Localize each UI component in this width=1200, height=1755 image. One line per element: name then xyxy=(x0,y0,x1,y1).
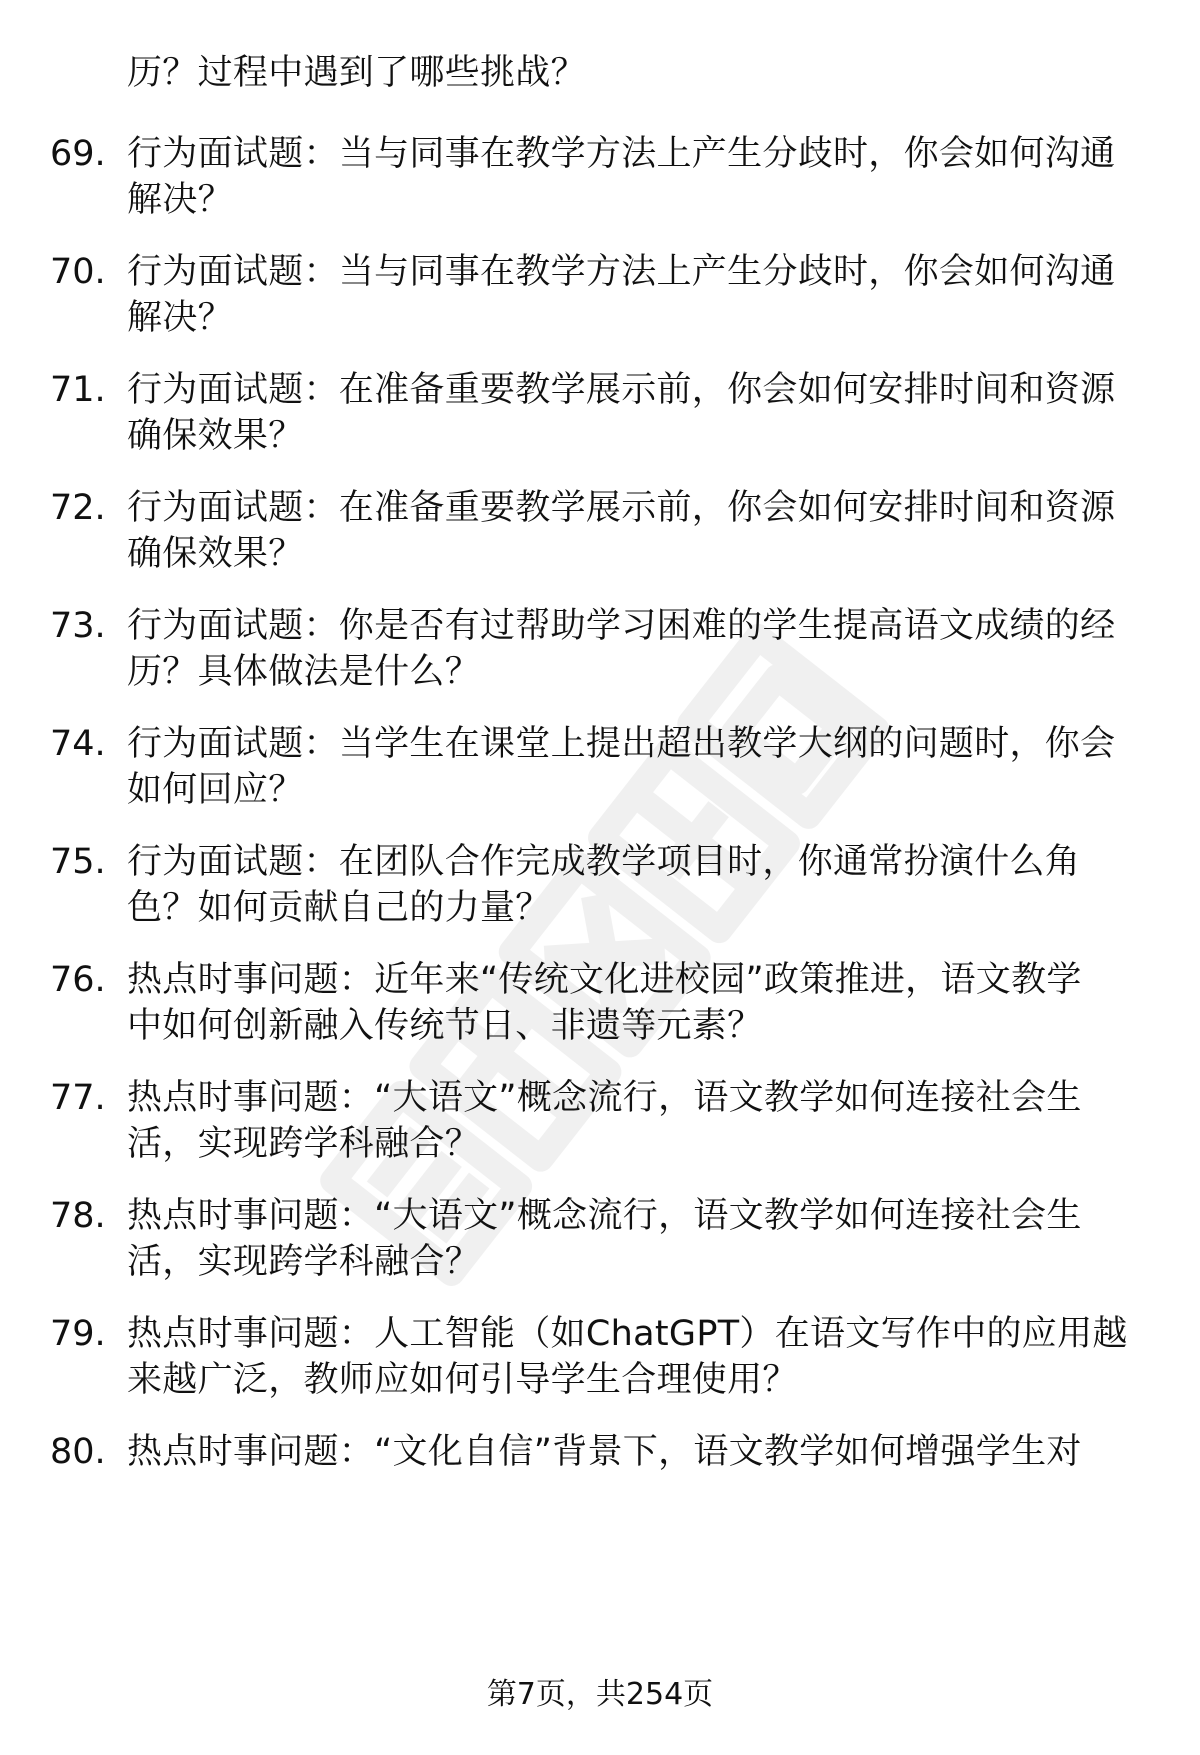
item-text-line-2: 活，实现跨学科融合？ xyxy=(127,1124,481,1164)
item-number: 76. xyxy=(50,960,106,1000)
item-text-line-1: 行为面试题：在准备重要教学展示前，你会如何安排时间和资源 xyxy=(127,488,1116,528)
item-text-line-2: 解决？ xyxy=(127,298,233,338)
continued-question-text: 历？过程中遇到了哪些挑战？ xyxy=(127,53,586,93)
item-number: 73. xyxy=(50,606,106,646)
item-text-line-1: 行为面试题：当学生在课堂上提出超出教学大纲的问题时，你会 xyxy=(127,724,1116,764)
item-text-line-2: 色？如何贡献自己的力量？ xyxy=(127,888,551,928)
item-number: 72. xyxy=(50,488,106,528)
item-text-line-2: 确保效果？ xyxy=(127,534,304,574)
list-item xyxy=(0,956,1200,1066)
item-text-line-1: 热点时事问题：“大语文”概念流行，语文教学如何连接社会生 xyxy=(127,1078,1082,1118)
item-text-line-2: 历？具体做法是什么？ xyxy=(127,652,481,692)
list-item xyxy=(0,1428,1200,1538)
item-number: 70. xyxy=(50,252,106,292)
item-text-line-2: 中如何创新融入传统节日、非遗等元素？ xyxy=(127,1006,763,1046)
item-text-line-1: 行为面试题：在准备重要教学展示前，你会如何安排时间和资源 xyxy=(127,370,1116,410)
item-text-line-1: 行为面试题：在团队合作完成教学项目时，你通常扮演什么角 xyxy=(127,842,1081,882)
item-number: 78. xyxy=(50,1196,106,1236)
item-text-line-2: 解决？ xyxy=(127,180,233,220)
item-number: 71. xyxy=(50,370,106,410)
item-text-line-1: 行为面试题：当与同事在教学方法上产生分歧时，你会如何沟通 xyxy=(127,134,1116,174)
list-item xyxy=(0,602,1200,712)
item-text-line-1: 行为面试题：你是否有过帮助学习困难的学生提高语文成绩的经 xyxy=(127,606,1116,646)
list-item xyxy=(0,720,1200,830)
list-item xyxy=(0,130,1200,240)
item-number: 80. xyxy=(50,1432,106,1472)
item-text-line-1: 行为面试题：当与同事在教学方法上产生分歧时，你会如何沟通 xyxy=(127,252,1116,292)
list-item xyxy=(0,1310,1200,1420)
item-text-line-2: 来越广泛，教师应如何引导学生合理使用？ xyxy=(127,1360,798,1400)
page-footer: 第7页，共254页 xyxy=(486,1677,714,1712)
item-text-line-1: 热点时事问题：近年来“传统文化进校园”政策推进，语文教学 xyxy=(127,960,1082,1000)
list-item xyxy=(0,1192,1200,1302)
item-text-line-1: 热点时事问题：“大语文”概念流行，语文教学如何连接社会生 xyxy=(127,1196,1082,1236)
item-number: 75. xyxy=(50,842,106,882)
item-text-line-2: 活，实现跨学科融合？ xyxy=(127,1242,481,1282)
list-item xyxy=(0,484,1200,594)
list-item xyxy=(0,838,1200,948)
list-item xyxy=(0,248,1200,358)
item-number: 79. xyxy=(50,1314,106,1354)
item-number: 74. xyxy=(50,724,106,764)
item-text-line-1: 热点时事问题：人工智能（如ChatGPT）在语文写作中的应用越 xyxy=(127,1314,1128,1354)
list-item xyxy=(0,366,1200,476)
item-number: 77. xyxy=(50,1078,106,1118)
item-text-line-2: 如何回应？ xyxy=(127,770,304,810)
list-item xyxy=(0,1074,1200,1184)
item-text-line-2: 确保效果？ xyxy=(127,416,304,456)
item-text-line-1: 热点时事问题：“文化自信”背景下，语文教学如何增强学生对 xyxy=(127,1432,1082,1472)
item-number: 69. xyxy=(50,134,106,174)
